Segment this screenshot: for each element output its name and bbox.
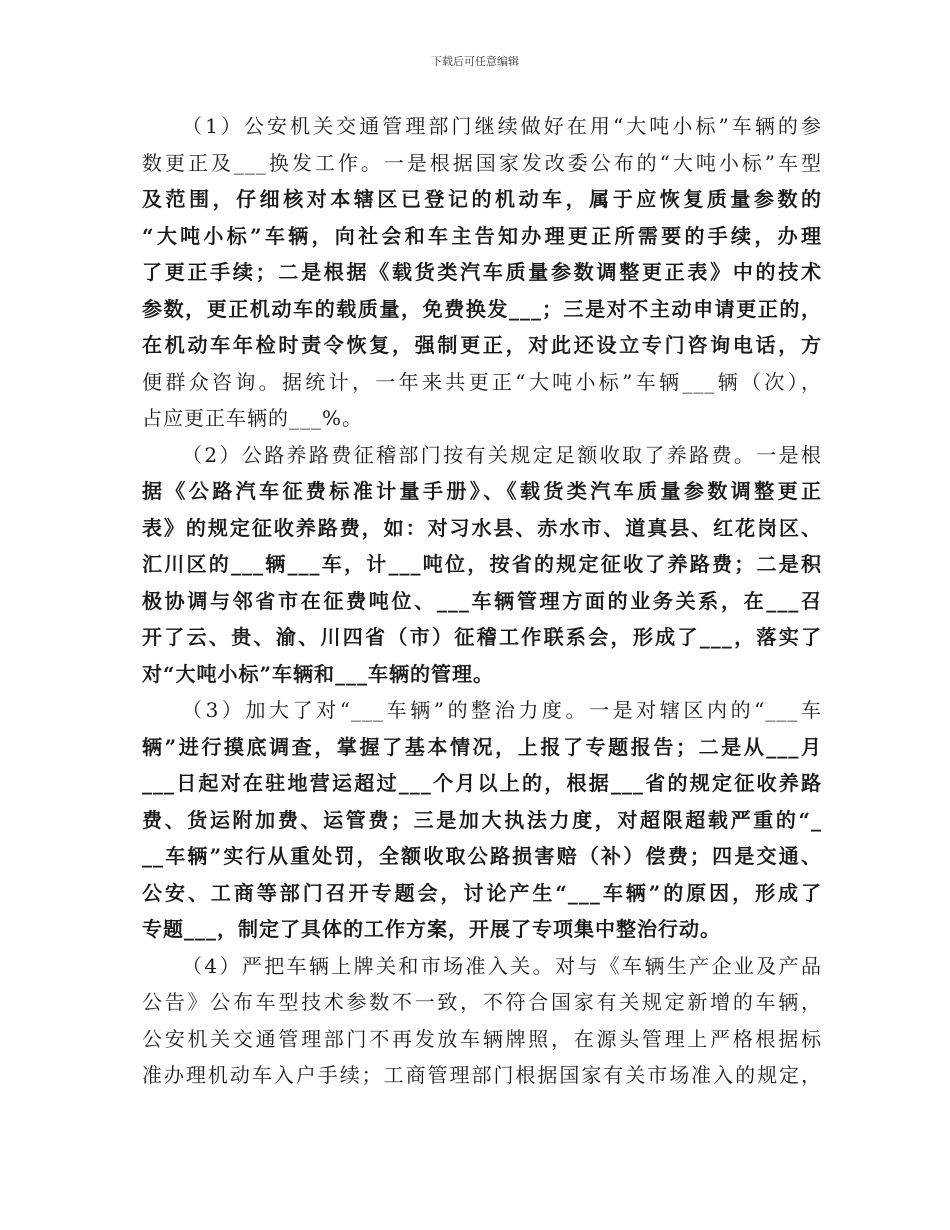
text-line: 费、货运附加费、运管费；三是加大执法力度，对超限超载严重的“_ — [142, 807, 822, 832]
text-line: 公安机关交通管理部门不再发放车辆牌照，在源头管理上严格根据标 — [142, 1026, 822, 1051]
text-line: 占应更正车辆的___%。 — [142, 406, 364, 430]
text-line: 在机动车年检时责令恢复，强制更正，对此还设立专门咨询电话，方 — [142, 333, 822, 357]
page-header: 下载后可任意编辑 — [431, 55, 519, 68]
text-line: “大吨小标”车辆，向社会和车主告知办理更正所需要的手续，办理 — [142, 223, 822, 248]
text-line: __车辆”实行从重处罚，全额收取公路损害赔（补）偿费；四是交通、 — [142, 844, 822, 868]
text-line: 公告》公布车型技术参数不一致，不符合国家有关规定新增的车辆， — [142, 990, 822, 1014]
text-line: （1）公安机关交通管理部门继续做好在用“大吨小标”车辆的参 — [182, 114, 822, 138]
document-body — [142, 108, 822, 1094]
text-line: 数更正及___换发工作。一是根据国家发改委公布的“大吨小标”车型 — [142, 150, 822, 175]
text-line: 了更正手续；二是根据《载货类汽车质量参数调整更正表》中的技术 — [142, 260, 822, 284]
text-line: （4）严把车辆上牌关和市场准入关。对与《车辆生产企业及产品 — [182, 953, 822, 978]
text-line: 据《公路汽车征费标准计量手册》、《载货类汽车质量参数调整更正 — [142, 479, 822, 503]
text-line: 辆”进行摸底调查，掌握了基本情况，上报了专题报告；二是从___月 — [142, 734, 822, 759]
text-line: ___日起对在驻地营运超过___个月以上的，根据___省的规定征收养路 — [142, 771, 822, 795]
text-line: 及范围，仔细核对本辖区已登记的机动车，属于应恢复质量参数的 — [142, 187, 822, 211]
text-line: 专题___，制定了具体的工作方案，开展了专项集中整治行动。 — [142, 917, 721, 941]
text-line: 公安、工商等部门召开专题会，讨论产生“___车辆”的原因，形成了 — [142, 880, 822, 905]
text-line: 表》的规定征收养路费，如：对习水县、赤水市、道真县、红花岗区、 — [142, 515, 822, 540]
text-line: 汇川区的___辆___车，计___吨位，按省的规定征收了养路费；二是积 — [142, 552, 822, 576]
text-line: （2）公路养路费征稽部门按有关规定足额收取了养路费。一是根 — [182, 442, 822, 467]
text-line: 便群众咨询。据统计，一年来共更正“大吨小标”车辆___辆（次）， — [142, 369, 822, 394]
text-line: （3）加大了对“___车辆”的整治力度。一是对辖区内的“___车 — [182, 698, 822, 722]
text-line: 极协调与邻省市在征费吨位、___车辆管理方面的业务关系，在___召 — [142, 588, 822, 613]
text-line: 对“大吨小标”车辆和___车辆的管理。 — [142, 661, 495, 686]
text-line: 参数，更正机动车的载质量，免费换发___；三是对不主动申请更正的， — [142, 296, 822, 321]
text-line: 准办理机动车入户手续；工商管理部门根据国家有关市场准入的规定， — [142, 1063, 822, 1087]
text-line: 开了云、贵、渝、川四省（市）征稽工作联系会，形成了___，落实了 — [142, 625, 822, 649]
